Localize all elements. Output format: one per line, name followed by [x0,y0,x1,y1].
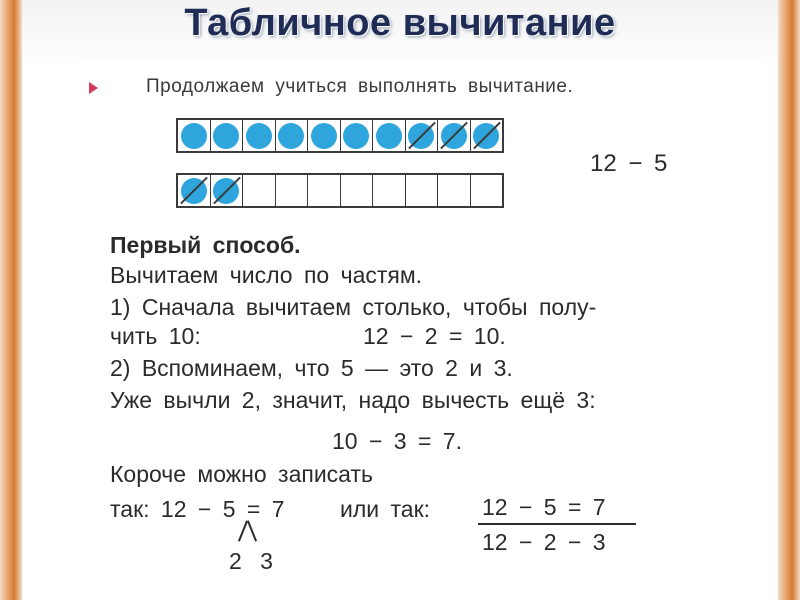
right-frame-border [778,0,800,600]
counter-dot-icon [246,123,272,149]
fraction-top-equation: 12 − 5 = 7 [482,494,606,520]
grid-cell [373,175,406,206]
text-line-5: Уже вычли 2, значит, надо вычесть ещё 3: [110,387,596,413]
grid-cell [471,175,503,206]
grid-cell [211,175,244,206]
grid-cell [243,120,276,151]
grid-cell [438,175,471,206]
counter-dot-icon [343,123,369,149]
grid-cell [276,175,309,206]
grid-cell [438,120,471,151]
fraction-bar [478,523,636,525]
grid-cell [341,175,374,206]
counter-dot-icon [278,123,304,149]
slide-title: Табличное вычитание [184,2,616,44]
subtraction-expression: 12 − 5 [590,150,668,177]
grid-cell [406,175,439,206]
counter-dot-icon [213,123,239,149]
intro-text: Продолжаем учиться выполнять вычитание. [146,76,574,97]
grid-cell [308,175,341,206]
grid-cell [373,120,406,151]
grid-cell [211,120,244,151]
equation-12-minus-2: 12 − 2 = 10. [363,323,506,349]
number-parts: 2 3 [229,548,273,574]
grid-cell [178,120,211,151]
text-line-7: Короче можно записать [110,461,373,487]
slide [22,0,778,600]
counting-grid-row-2 [176,173,504,208]
grid-cell [243,175,276,206]
text-line-1: Вычитаем число по частям. [110,262,423,288]
grid-cell [471,120,503,151]
equation-10-minus-3: 10 − 3 = 7. [332,428,462,454]
left-frame-border [0,0,22,600]
split-line-left-icon [238,520,248,541]
text-line-3: чить 10: [110,323,201,349]
short-form-equation: так: 12 − 5 = 7 [110,496,285,522]
bullet-marker-icon [89,82,98,94]
text-line-4: 2) Вспоминаем, что 5 — это 2 и 3. [110,355,513,381]
method-heading: Первый способ. [110,232,301,258]
counting-grid-row-1 [176,118,504,153]
counter-dot-icon [376,123,402,149]
fraction-bottom-expression: 12 − 2 − 3 [482,529,606,555]
grid-cell [308,120,341,151]
textbook-page [80,62,774,600]
grid-cell [178,175,211,206]
counter-dot-icon [181,123,207,149]
grid-cell [341,120,374,151]
alternative-label: или так: [340,496,431,522]
text-line-2: 1) Сначала вычитаем столько, чтобы полу- [110,294,597,320]
grid-cell [406,120,439,151]
grid-cell [276,120,309,151]
counter-dot-icon [311,123,337,149]
split-line-right-icon [247,520,257,541]
